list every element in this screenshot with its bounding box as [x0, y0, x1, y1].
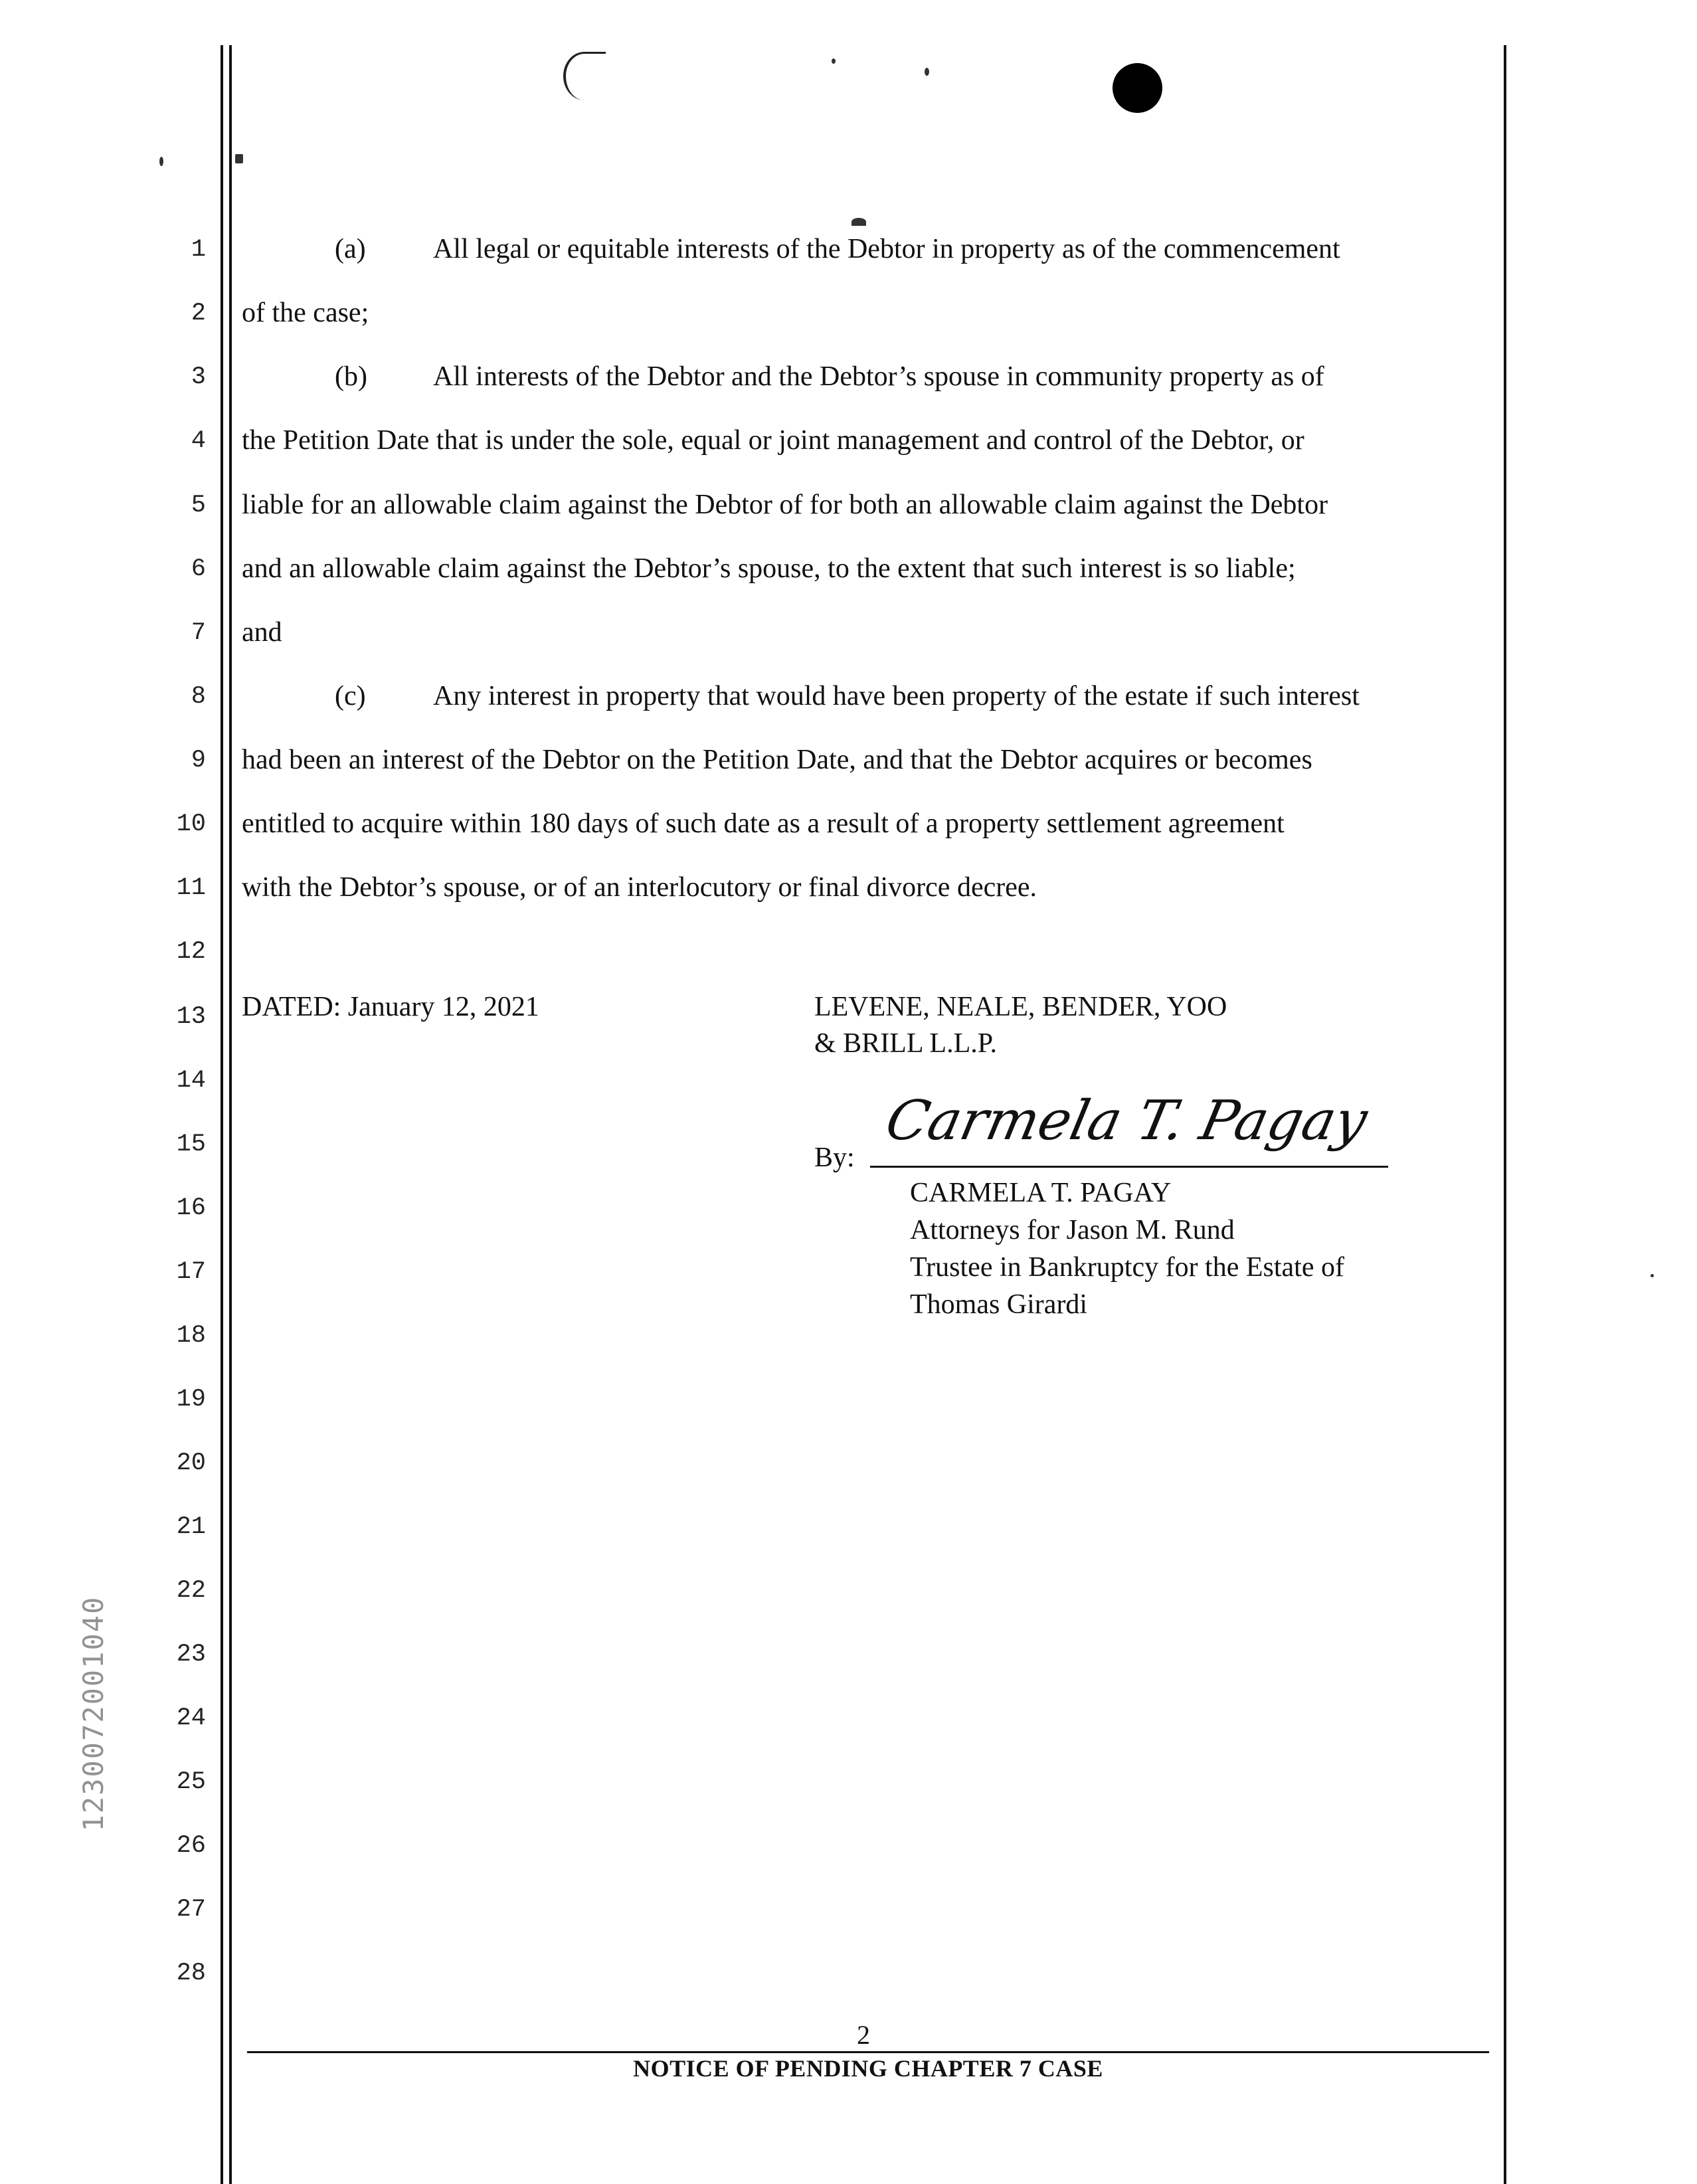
footer-rule — [247, 2051, 1489, 2053]
handwritten-signature — [880, 1076, 1374, 1176]
left-margin-rule-outer — [221, 45, 223, 2184]
line-number: 22 — [176, 1577, 206, 1605]
line-number: 12 — [176, 938, 206, 966]
line-number: 1 — [191, 236, 206, 264]
line-number: 11 — [176, 874, 206, 902]
line-number: 2 — [191, 300, 206, 327]
scan-artifact-arc — [563, 52, 606, 100]
scan-hole-punch-mark — [1113, 63, 1162, 113]
paragraph-a-text: All legal or equitable interests of the Debtor in property as of the commencement — [433, 234, 1340, 264]
right-margin-rule — [1504, 45, 1506, 2184]
paragraph-b-text: All interests of the Debtor and the Debtor’s spouse in community property as of — [433, 361, 1324, 392]
firm-name-line-1: LEVENE, NEALE, BENDER, YOO — [814, 992, 1227, 1022]
paragraph-c-line-2: had been an interest of the Debtor on the Petition Date, and that the Debtor acquires or becomes — [242, 745, 1312, 775]
line-number: 23 — [176, 1641, 206, 1669]
line-number: 14 — [176, 1067, 206, 1095]
paragraph-c-line-4: with the Debtor’s spouse, or of an interlocutory or final divorce decree. — [242, 872, 1037, 903]
signer-role-line-1: Attorneys for Jason M. Rund — [910, 1215, 1235, 1245]
line-number: 15 — [176, 1131, 206, 1158]
left-margin-rule-inner — [229, 45, 232, 2184]
svg-text:Carmela T. Pagay: Carmela T. Pagay — [880, 1088, 1374, 1152]
paragraph-b-label: (b) — [335, 361, 367, 392]
dated-line: DATED: January 12, 2021 — [242, 992, 539, 1022]
paragraph-c-line-3: entitled to acquire within 180 days of such date as a result of a property settlement agreement — [242, 808, 1285, 839]
signer-role-line-3: Thomas Girardi — [910, 1289, 1088, 1320]
scan-speck — [832, 58, 836, 64]
scan-speck — [925, 68, 929, 76]
firm-name-line-2: & BRILL L.L.P. — [814, 1028, 997, 1059]
line-number: 16 — [176, 1194, 206, 1222]
line-number: 20 — [176, 1449, 206, 1477]
line-number: 10 — [176, 810, 206, 838]
signer-role-line-2: Trustee in Bankruptcy for the Estate of — [910, 1252, 1344, 1283]
line-number: 9 — [191, 747, 206, 774]
line-number: 26 — [176, 1832, 206, 1860]
signer-name: CARMELA T. PAGAY — [910, 1178, 1172, 1208]
line-number: 7 — [191, 619, 206, 647]
line-number: 5 — [191, 492, 206, 519]
paragraph-a-label: (a) — [335, 234, 366, 264]
line-number: 18 — [176, 1322, 206, 1350]
scan-speck — [159, 157, 163, 166]
side-bates-stamp — [77, 1594, 126, 1833]
line-number: 8 — [191, 683, 206, 711]
footer-document-title: NOTICE OF PENDING CHAPTER 7 CASE — [633, 2055, 1103, 2082]
scan-speck — [851, 218, 866, 226]
paragraph-a-line-2: of the case; — [242, 298, 369, 328]
paragraph-b-line-5: and — [242, 617, 282, 648]
line-number: 25 — [176, 1768, 206, 1796]
line-number: 6 — [191, 555, 206, 583]
paragraph-b-line-2: the Petition Date that is under the sole, equal or joint management and control of the Debtor, or — [242, 425, 1304, 456]
line-number: 27 — [176, 1896, 206, 1924]
paragraph-c-label: (c) — [335, 681, 366, 711]
line-number: 21 — [176, 1513, 206, 1541]
paragraph-c-text: Any interest in property that would have been property of the estate if such interest — [433, 681, 1360, 711]
paragraph-b-line-3: liable for an allowable claim against the Debtor of for both an allowable claim against the Debtor — [242, 490, 1328, 520]
line-number: 3 — [191, 363, 206, 391]
line-number: 4 — [191, 427, 206, 455]
line-number: 24 — [176, 1704, 206, 1732]
signature-line — [870, 1166, 1388, 1168]
svg-text:1230072001040: 1230072001040 — [77, 1595, 110, 1832]
scan-speck — [235, 154, 243, 163]
line-number: 13 — [176, 1003, 206, 1031]
page-number: 2 — [857, 2020, 870, 2050]
line-number: 28 — [176, 1959, 206, 1987]
line-number: 19 — [176, 1386, 206, 1413]
paragraph-b-line-4: and an allowable claim against the Debtor’s spouse, to the extent that such interest is so liable; — [242, 553, 1296, 584]
line-number: 17 — [176, 1258, 206, 1286]
scan-speck — [1651, 1274, 1654, 1277]
by-label: By: — [814, 1142, 855, 1173]
